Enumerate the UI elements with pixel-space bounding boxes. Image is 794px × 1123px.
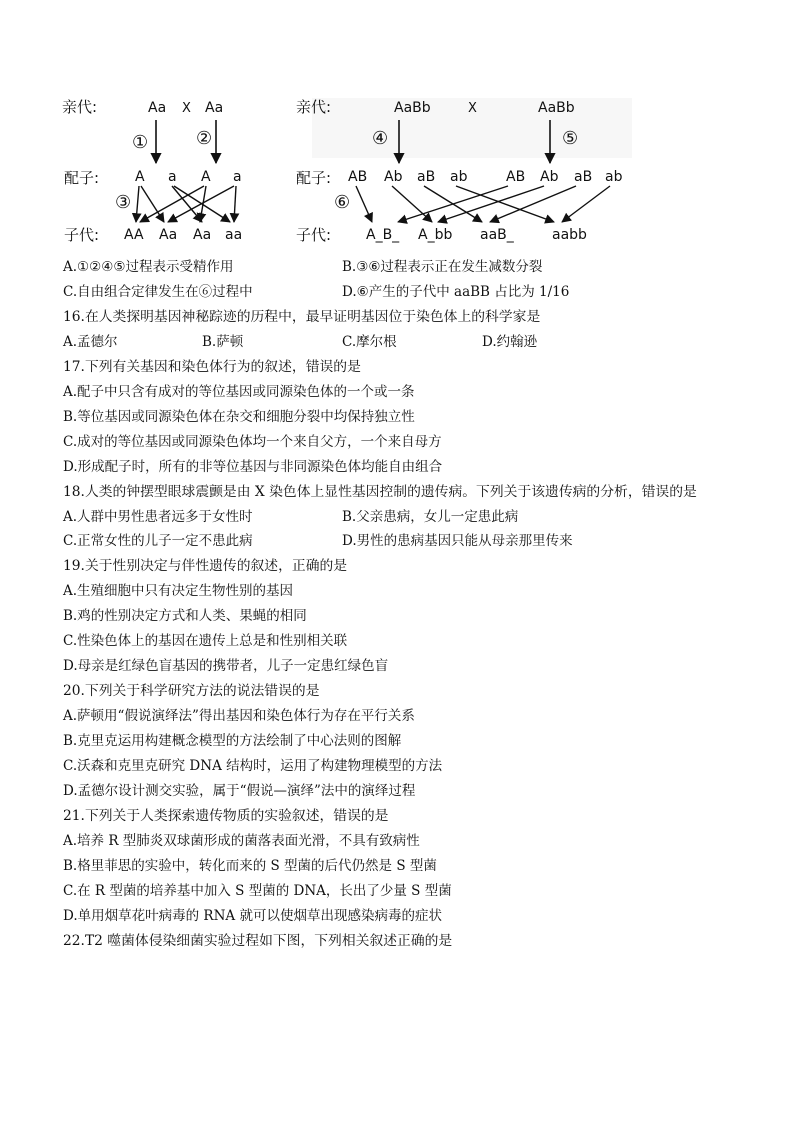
right-gamete: aB — [417, 169, 436, 185]
genetic-cross-figure — [62, 88, 642, 253]
step-marker-6: ⑥ — [334, 192, 351, 213]
q16-stem: 16.在人类探明基因神秘踪迹的历程中，最早证明基因位于染色体上的科学家是 — [63, 309, 541, 325]
right-offspring: A_bb — [418, 227, 453, 243]
left-offspring: Aa — [159, 227, 178, 243]
left-gamete: A — [135, 169, 145, 185]
right-cross-symbol: X — [468, 101, 477, 116]
right-offspring: A_B_ — [366, 227, 400, 243]
right-gamete: Ab — [384, 169, 403, 185]
q18-option-d: D.男性的患病基因只能从母亲那里传来 — [342, 533, 573, 549]
left-offspring: AA — [124, 227, 144, 243]
left-gamete: a — [168, 169, 177, 185]
q17-option-b: B.等位基因或同源染色体在杂交和细胞分裂中均保持独立性 — [63, 409, 415, 425]
right-gamete: Ab — [540, 169, 559, 185]
q15-option-d: D.⑥产生的子代中 aaBB 占比为 1/16 — [342, 284, 570, 300]
q20-option-c: C.沃森和克里克研究 DNA 结构时，运用了构建物理模型的方法 — [63, 758, 443, 774]
left-cross-symbol: X — [182, 101, 191, 116]
q15-option-b: B.③⑥过程表示正在发生减数分裂 — [342, 259, 543, 275]
right-parent-label: 亲代: — [296, 98, 332, 116]
step-marker-4: ④ — [372, 128, 389, 149]
left-gamete-label: 配子: — [64, 169, 100, 187]
right-gamete-label: 配子: — [296, 169, 332, 187]
right-gamete: ab — [450, 169, 468, 185]
right-gamete: ab — [605, 169, 623, 185]
q16-option-a: A.孟德尔 — [63, 334, 118, 350]
q17-stem: 17.下列有关基因和染色体行为的叙述，错误的是 — [63, 359, 361, 375]
q20-option-d: D.孟德尔设计测交实验，属于“假说—演绎”法中的演绎过程 — [63, 783, 416, 799]
q20-option-a: A.萨顿用“假说演绎法”得出基因和染色体行为存在平行关系 — [63, 708, 415, 724]
q20-option-b: B.克里克运用构建概念模型的方法绘制了中心法则的图解 — [63, 733, 402, 749]
genetic-cross-diagram — [62, 88, 642, 253]
q16-option-b: B.萨顿 — [202, 334, 244, 350]
q21-option-d: D.单用烟草花叶病毒的 RNA 就可以使烟草出现感染病毒的症状 — [63, 908, 442, 924]
left-parent2: Aa — [205, 100, 224, 116]
q17-option-c: C.成对的等位基因或同源染色体均一个来自父方，一个来自母方 — [63, 434, 442, 450]
right-gamete: aB — [574, 169, 593, 185]
q19-option-a: A.生殖细胞中只有决定生物性别的基因 — [63, 583, 294, 599]
q15-option-c: C.自由组合定律发生在⑥过程中 — [63, 284, 253, 300]
left-offspring-label: 子代: — [64, 226, 100, 244]
q17-option-d: D.形成配子时，所有的非等位基因与非同源染色体均能自由组合 — [63, 459, 443, 475]
q19-option-b: B.鸡的性别决定方式和人类、果蝇的相同 — [63, 608, 307, 624]
step-marker-5: ⑤ — [562, 128, 579, 149]
q21-option-c: C.在 R 型菌的培养基中加入 S 型菌的 DNA，长出了少量 S 型菌 — [63, 883, 452, 899]
q18-option-a: A.人群中男性患者远多于女性时 — [63, 509, 253, 525]
step-marker-1: ① — [132, 132, 149, 153]
right-parent2: AaBb — [538, 100, 575, 116]
q22-stem: 22.T2 噬菌体侵染细菌实验过程如下图，下列相关叙述正确的是 — [63, 933, 453, 949]
right-offspring: aaB_ — [480, 227, 514, 243]
step-marker-2: ② — [196, 128, 213, 149]
right-gamete: AB — [506, 169, 526, 185]
q18-option-b: B.父亲患病，女儿一定患此病 — [342, 509, 519, 525]
q15-option-a: A.①②④⑤过程表示受精作用 — [63, 259, 234, 275]
q17-option-a: A.配子中只含有成对的等位基因或同源染色体的一个或一条 — [63, 384, 415, 400]
q19-option-c: C.性染色体上的基因在遗传上总是和性别相关联 — [63, 633, 348, 649]
q19-stem: 19.关于性别决定与伴性遗传的叙述，正确的是 — [63, 558, 348, 574]
left-parent-label: 亲代: — [62, 98, 98, 116]
right-gamete: AB — [348, 169, 368, 185]
left-gamete: a — [233, 169, 242, 185]
q18-option-c: C.正常女性的儿子一定不患此病 — [63, 533, 253, 549]
left-offspring: aa — [225, 227, 243, 243]
q20-stem: 20.下列关于科学研究方法的说法错误的是 — [63, 683, 320, 699]
left-offspring: Aa — [193, 227, 212, 243]
left-parent1: Aa — [148, 100, 167, 116]
q16-option-c: C.摩尔根 — [342, 334, 397, 350]
right-offspring: aabb — [552, 227, 587, 243]
q16-option-d: D.约翰逊 — [482, 334, 538, 350]
q21-option-a: A.培养 R 型肺炎双球菌形成的菌落表面光滑，不具有致病性 — [63, 833, 420, 849]
q19-option-d: D.母亲是红绿色盲基因的携带者，儿子一定患红绿色盲 — [63, 658, 389, 674]
right-parent1: AaBb — [394, 100, 431, 116]
q21-stem: 21.下列关于人类探索遗传物质的实验叙述，错误的是 — [63, 808, 389, 824]
q21-option-b: B.格里菲思的实验中，转化而来的 S 型菌的后代仍然是 S 型菌 — [63, 858, 437, 874]
step-marker-3: ③ — [115, 192, 132, 213]
q18-stem: 18.人类的钟摆型眼球震颤是由 X 染色体上显性基因控制的遗传病。下列关于该遗传病的分析，错误的是 — [63, 484, 697, 500]
left-gamete: A — [201, 169, 211, 185]
right-offspring-label: 子代: — [296, 226, 332, 244]
